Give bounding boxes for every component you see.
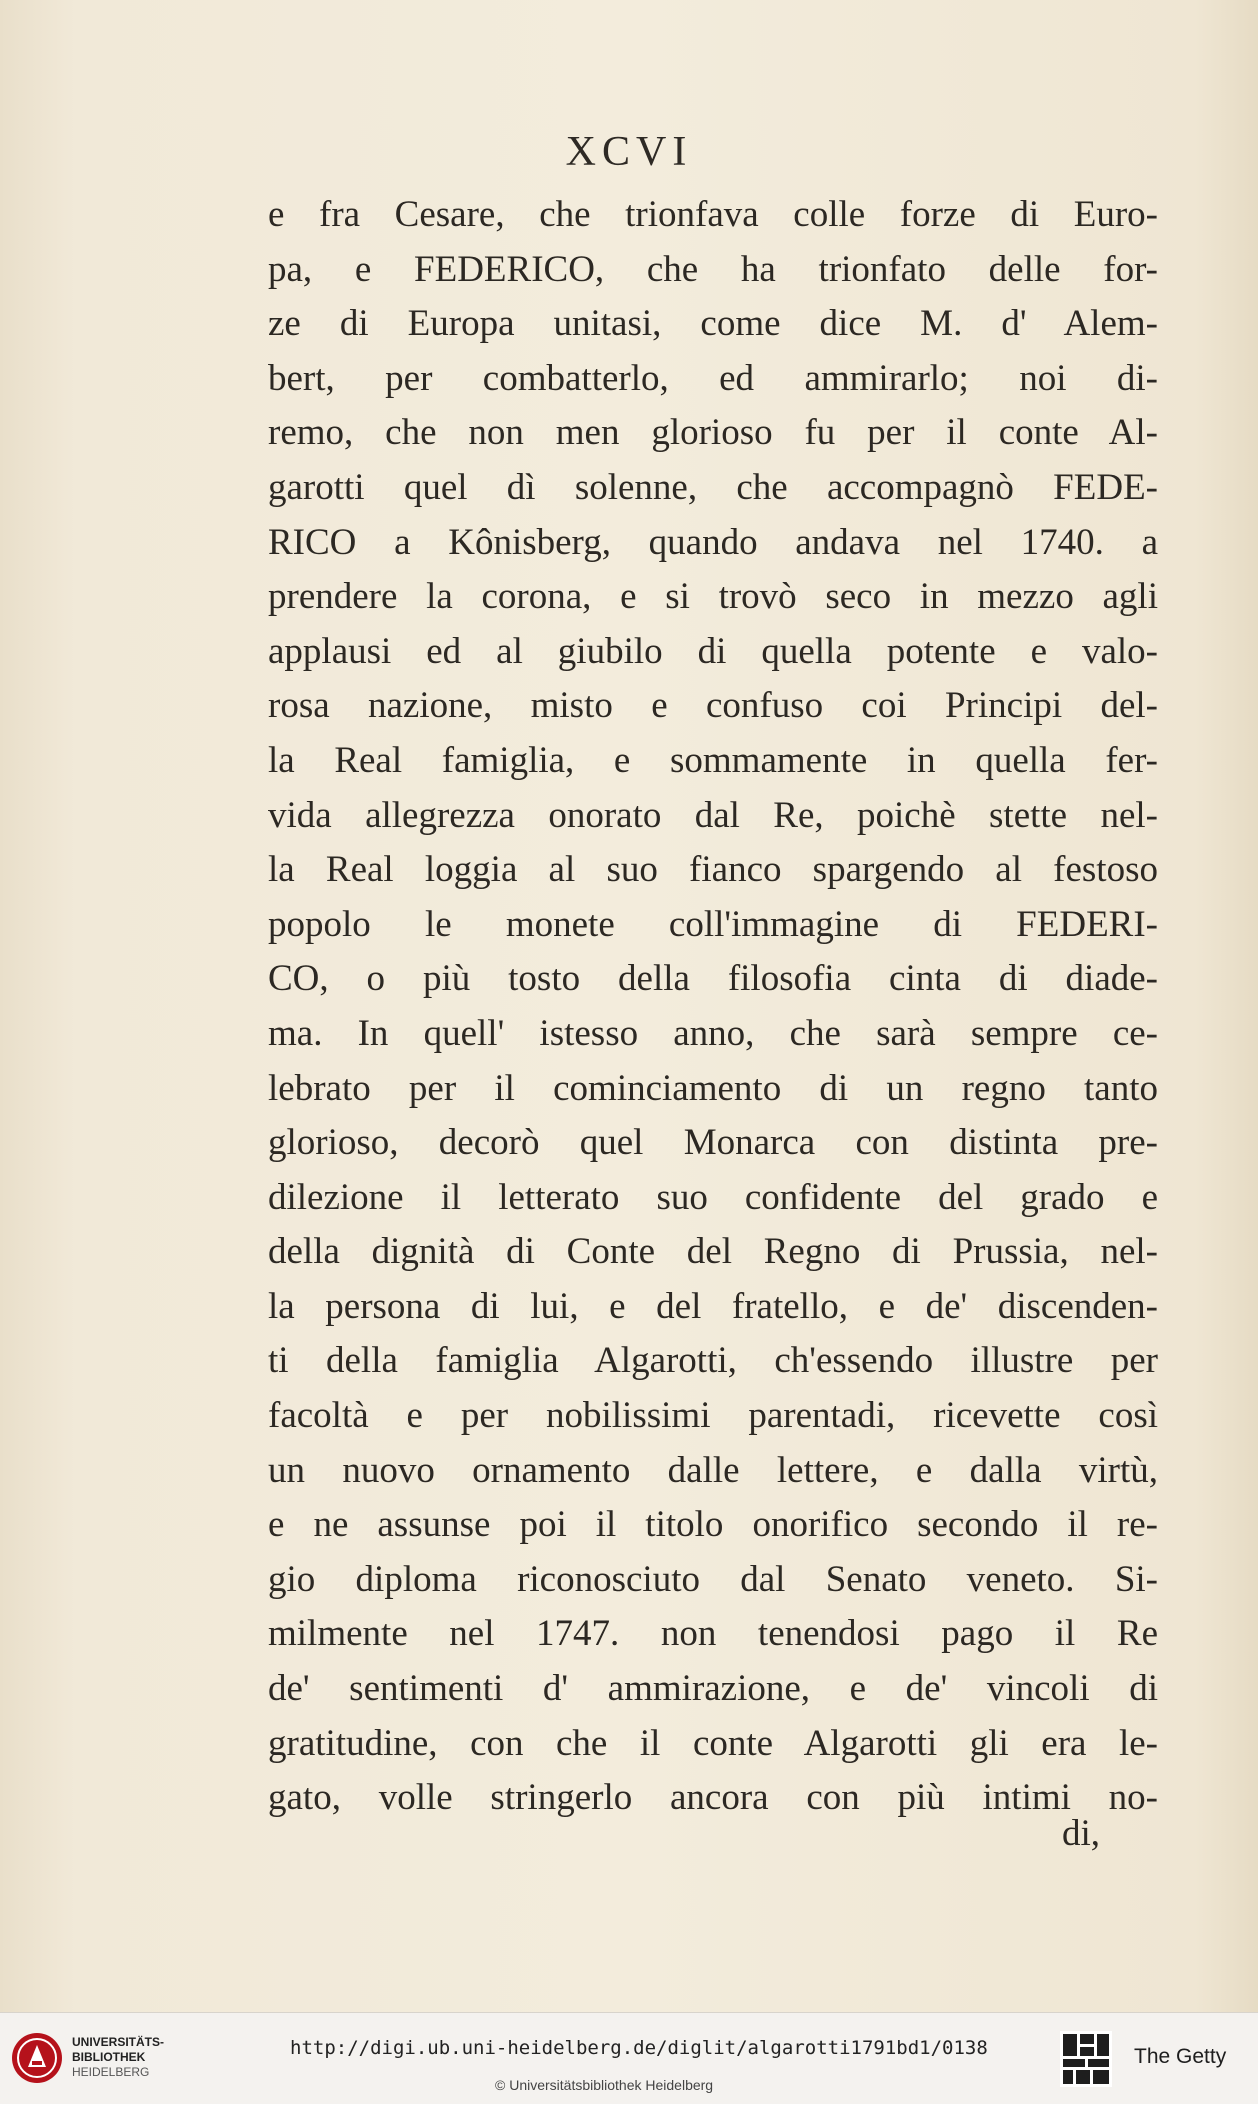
text-line: remo, che non men glorioso fu per il conte Al- (268, 412, 1158, 454)
text-line: glorioso, decorò quel Monarca con distinta pre- (268, 1122, 1158, 1164)
text-line: e fra Cesare, che trionfava colle forze di Euro- (268, 194, 1158, 235)
text-line: ma. In quell' istesso anno, che sarà sempre ce- (268, 1012, 1158, 1054)
text-line: e ne assunse poi il titolo onorifico secondo il re- (268, 1504, 1158, 1546)
text-line: la persona di lui, e del fratello, e de' discenden- (268, 1285, 1158, 1327)
library-name (72, 2035, 164, 2080)
library-name-line: UNIVERSITÄTS- (72, 2035, 165, 2049)
text-line: de' sentimenti d' ammirazione, e de' vincoli di (268, 1668, 1158, 1710)
page-header-roman-numeral: XCVI (565, 129, 693, 175)
copyright-notice: © Universitätsbibliothek Heidelberg (495, 2077, 714, 2093)
library-name-line: HEIDELBERG (72, 2065, 150, 2079)
text-line: applausi ed al giubilo di quella potente e valo- (268, 630, 1158, 672)
heidelberg-logo-icon (10, 2031, 64, 2085)
getty-logo-icon (1060, 2031, 1112, 2087)
text-line: la Real loggia al suo fianco spargendo al festoso (268, 849, 1158, 891)
text-line: della dignità di Conte del Regno di Prussia, nel- (268, 1231, 1158, 1273)
text-line: bert, per combatterlo, ed ammirarlo; noi di- (268, 357, 1158, 399)
text-line: rosa nazione, misto e confuso coi Principi del- (268, 685, 1158, 727)
text-line: un nuovo ornamento dalle lettere, e dalla virtù, (268, 1449, 1158, 1491)
text-line: RICO a Kônisberg, quando andava nel 1740. a (268, 521, 1158, 563)
text-line: popolo le monete coll'immagine di FEDERI- (268, 903, 1158, 945)
text-line: vida allegrezza onorato dal Re, poichè stette nel- (268, 794, 1158, 836)
permalink-url[interactable]: http://digi.ub.uni-heidelberg.de/diglit/algarotti1791bd1/0138 (290, 2037, 988, 2059)
text-line: la Real famiglia, e sommamente in quella fer- (268, 739, 1158, 781)
text-line: facoltà e per nobilissimi parentadi, ricevette così (268, 1395, 1158, 1437)
text-line: prendere la corona, e si trovò seco in mezzo agli (268, 576, 1158, 618)
text-line: garotti quel dì solenne, che accompagnò FEDE- (268, 466, 1158, 508)
text-line: gratitudine, con che il conte Algarotti gli era le- (268, 1722, 1158, 1764)
text-line: gato, volle stringerlo ancora con più intimi no- (268, 1777, 1158, 1819)
catchword: di, (1062, 1813, 1101, 1854)
text-line: dilezione il letterato suo confidente del grado e (268, 1176, 1158, 1218)
text-line: ze di Europa unitasi, come dice M. d' Alem- (268, 303, 1158, 345)
text-line: lebrato per il cominciamento di un regno tanto (268, 1067, 1158, 1109)
page-body-text (268, 188, 1158, 1826)
footer-bar (0, 2012, 1258, 2104)
text-line: ti della famiglia Algarotti, ch'essendo illustre per (268, 1340, 1158, 1382)
text-line: milmente nel 1747. non tenendosi pago il Re (268, 1613, 1158, 1655)
text-line: pa, e FEDERICO, che ha trionfato delle for- (268, 248, 1158, 290)
library-name-line: BIBLIOTHEK (72, 2050, 146, 2064)
text-line: gio diploma riconosciuto dal Senato veneto. Si- (268, 1558, 1158, 1600)
text-line: CO, o più tosto della filosofia cinta di diade- (268, 958, 1158, 1000)
partner-name: The Getty (1134, 2045, 1227, 2068)
